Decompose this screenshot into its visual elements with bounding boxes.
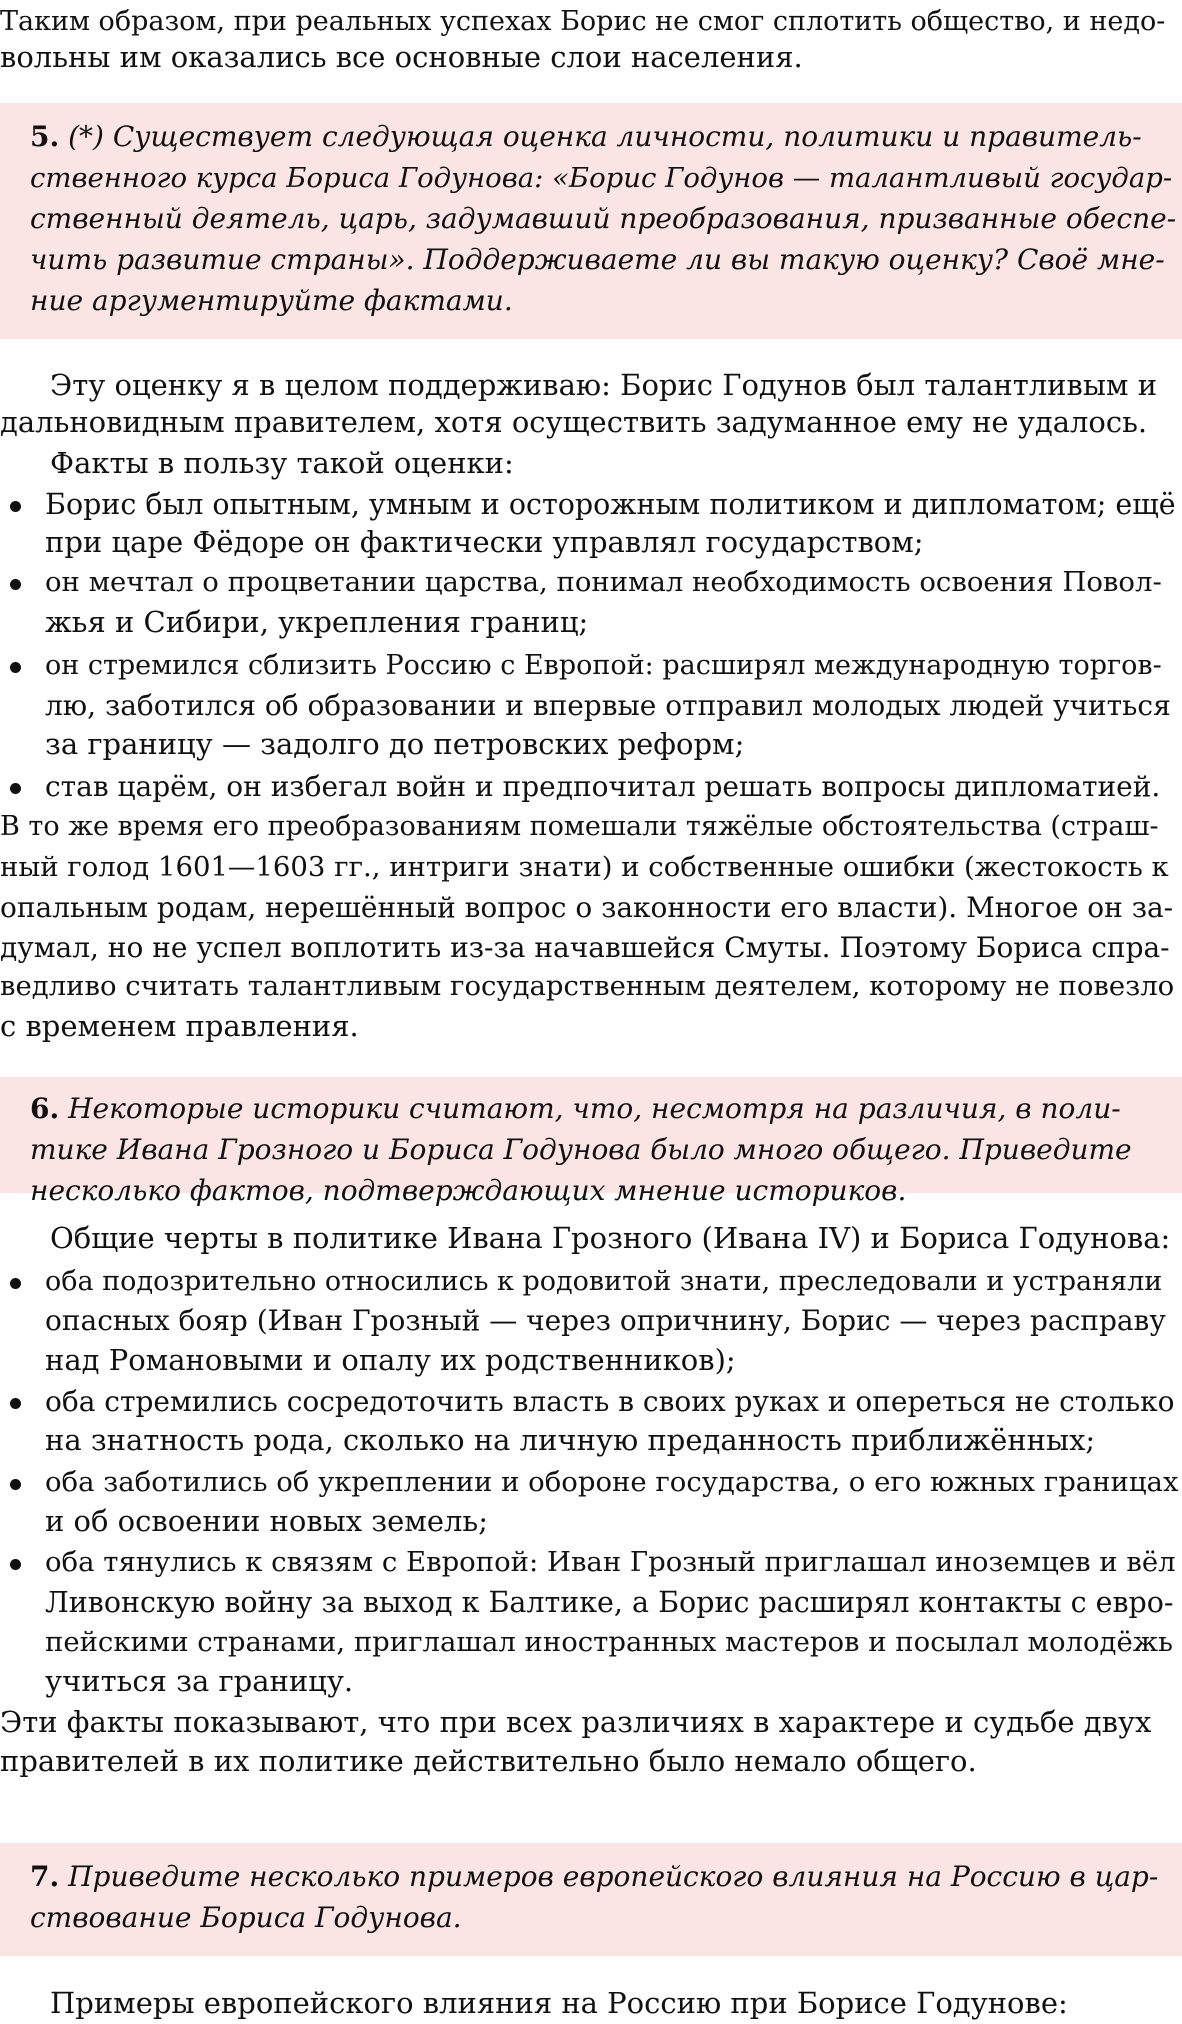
question-5-line-3: ственный деятель, царь, задумавший преобразования, призванные обеспе- (30, 202, 1177, 235)
answer-6-bullet-4-line-1: оба тянулись к связям с Европой: Иван Грозный приглашал иноземцев и вёл (45, 1546, 1176, 1578)
answer-6-bullet-4-line-2: Ливонскую войну за выход к Балтике, а Борис расширял контакты с евро- (45, 1586, 1174, 1619)
answer-5-bullet-4-line-1: став царём, он избегал войн и предпочитал решать вопросы дипломатией. (45, 770, 1161, 803)
bullet-icon (10, 579, 21, 590)
answer-6-bullet-4-line-3: пейскими странами, приглашал иностранных мастеров и посылал молодёжь (45, 1626, 1174, 1658)
bullet-icon (10, 662, 21, 673)
answer-5-conclusion-line-6: с временем правления. (0, 1009, 359, 1043)
answer-5-bullet-1-line-1: Борис был опытным, умным и осторожным политиком и дипломатом; ещё (45, 488, 1176, 521)
question-7-line-2: ствование Бориса Годунова. (30, 1901, 462, 1934)
answer-6-conclusion-line-2: правителей в их политике действительно было немало общего. (0, 1744, 977, 1778)
answer-5-facts-intro: Факты в пользу такой оценки: (50, 446, 514, 480)
answer-6-bullet-4-line-4: учиться за границу. (45, 1664, 354, 1698)
bullet-icon (10, 783, 21, 794)
answer-5-bullet-1-line-2: при царе Фёдоре он фактически управлял государством; (45, 525, 924, 559)
question-5-line-4: чить развитие страны». Поддерживаете ли вы такую оценку? Своё мне- (30, 243, 1165, 276)
answer-5-conclusion-line-1: В то же время его преобразованиям помешали тяжёлые обстоятельства (страш- (0, 811, 1159, 842)
answer-5-bullet-2-line-2: жья и Сибири, укрепления границ; (45, 605, 589, 639)
question-6-line-1: 6. Некоторые историки считают, что, несмотря на различия, в поли- (30, 1092, 1121, 1125)
question-5-number: 5. (30, 120, 60, 153)
answer-6-bullet-3-line-2: и об освоении новых земель; (45, 1504, 488, 1538)
answer-5-conclusion-line-5: ведливо считать талантливым государственным деятелем, которому не повезло (0, 970, 1175, 1002)
answer-6-bullet-1-line-3: над Романовыми и опалу их родственников); (45, 1343, 736, 1377)
question-7-line-1: 7. Приведите несколько примеров европейского влияния на Россию в цар- (30, 1860, 1159, 1893)
answer-6-bullet-2-line-1: оба стремились сосредоточить власть в своих руках и опереться не столько (45, 1385, 1175, 1418)
answer-7-intro: Примеры европейского влияния на Россию при Борисе Годунове: (50, 1986, 1068, 2020)
answer-6-bullet-1-line-1: оба подозрительно относились к родовитой знати, преследовали и устраняли (45, 1266, 1163, 1297)
answer-6-conclusion-line-1: Эти факты показывают, что при всех различиях в характере и судьбе двух (0, 1705, 1152, 1739)
answer-5-bullet-2-line-1: он мечтал о процветании царства, понимал необходимость освоения Повол- (45, 566, 1162, 598)
bullet-icon (10, 1398, 21, 1409)
answer-6-bullet-3-line-1: оба заботились об укреплении и обороне государства, о его южных границах (45, 1466, 1179, 1498)
question-5-line-5: ние аргументируйте фактами. (30, 284, 513, 317)
bullet-icon (10, 1278, 21, 1289)
bullet-icon (10, 501, 21, 512)
intro-line-1: Таким образом, при реальных успехах Борис не смог сплотить общество, и недо- (0, 6, 1166, 37)
answer-5-bullet-3-line-1: он стремился сблизить Россию с Европой: расширял международную торгов- (45, 650, 1162, 681)
bullet-icon (10, 1479, 21, 1490)
answer-5-bullet-3-line-2: лю, заботился об образовании и впервые отправил молодых людей учиться (45, 689, 1171, 722)
answer-6-bullet-1-line-2: опасных бояр (Иван Грозный — через опричнину, Борис — через расправу (45, 1304, 1166, 1337)
question-6-number: 6. (30, 1092, 60, 1125)
question-6-line-2: тике Ивана Грозного и Бориса Годунова было много общего. Приведите (30, 1133, 1132, 1166)
question-6-line-3: несколько фактов, подтверждающих мнение историков. (30, 1174, 907, 1207)
bullet-icon (10, 1559, 21, 1570)
answer-5-p1-line-1: Эту оценку я в целом поддерживаю: Борис Годунов был талантливым и (50, 368, 1158, 402)
answer-6-bullet-2-line-2: на знатность рода, сколько на личную преданность приближённых; (45, 1423, 1096, 1457)
question-7-number: 7. (30, 1860, 60, 1893)
question-5-line-1: 5. (*) Существует следующая оценка личности, политики и правитель- (30, 120, 1142, 153)
intro-line-2: вольны им оказались все основные слои населения. (0, 40, 803, 74)
answer-5-conclusion-line-3: опальным родам, нерешённый вопрос о законности его власти). Многое он за- (0, 891, 1174, 924)
question-5-line-2: ственного курса Бориса Годунова: «Борис Годунов — талантливый государ- (30, 162, 1173, 194)
answer-5-p1-line-2: дальновидным правителем, хотя осуществить задуманное ему не удалось. (0, 405, 1148, 439)
answer-5-bullet-3-line-3: за границу — задолго до петровских реформ; (45, 727, 745, 761)
answer-5-conclusion-line-2: ный голод 1601—1603 гг., интриги знати) и собственные ошибки (жестокость к (0, 851, 1169, 883)
answer-5-conclusion-line-4: думал, но не успел воплотить из-за начавшейся Смуты. Поэтому Бориса спра- (0, 931, 1170, 964)
answer-6-intro: Общие черты в политике Ивана Грозного (Ивана IV) и Бориса Годунова: (50, 1221, 1171, 1255)
